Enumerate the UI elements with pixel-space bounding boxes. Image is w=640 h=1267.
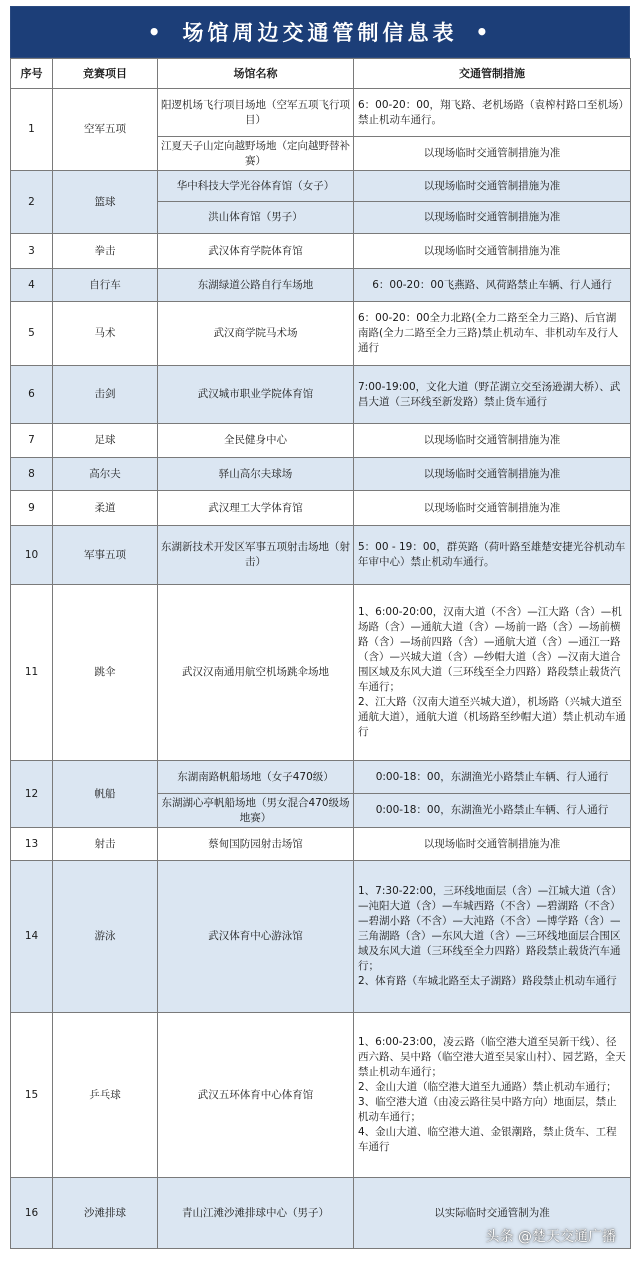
row-number: 13 xyxy=(11,828,53,861)
control-measure: 1、7:30-22:00，三环线地面层（含）—江城大道（含）—沌阳大道（含）—车城西路（不含）—碧湖路（不含）—碧湖小路（不含）—大沌路（不含）—博学路（含）—三角湖路（含）—东风大道（含）—三环线地面层合围区域及东风大道（三环线至全力四路）路段禁止载货汽车通行； 2、体育路（车城北路至太子湖路）路段禁止机动车通行 xyxy=(354,861,631,1013)
header-row xyxy=(11,59,631,89)
table-row xyxy=(11,585,631,761)
table-row xyxy=(11,861,631,1013)
row-number: 4 xyxy=(11,269,53,302)
control-measure: 0:00-18：00，东湖渔光小路禁止车辆、行人通行 xyxy=(354,761,631,794)
table-row xyxy=(11,491,631,526)
table-row xyxy=(11,234,631,269)
row-number: 11 xyxy=(11,585,53,761)
table-row xyxy=(11,526,631,585)
sport-name: 柔道 xyxy=(53,491,158,526)
control-measure: 6：00-20：00飞燕路、风荷路禁止车辆、行人通行 xyxy=(354,269,631,302)
table-row xyxy=(11,269,631,302)
venue-name: 武汉理工大学体育馆 xyxy=(158,491,354,526)
sport-name: 拳击 xyxy=(53,234,158,269)
table-row xyxy=(11,828,631,861)
venue-name: 全民健身中心 xyxy=(158,424,354,458)
venue-name: 东湖湖心亭帆船场地（男女混合470级场地赛） xyxy=(158,794,354,828)
traffic-control-sheet xyxy=(10,6,630,1254)
table-row xyxy=(11,458,631,491)
sport-name: 自行车 xyxy=(53,269,158,302)
row-number: 12 xyxy=(11,761,53,828)
venue-name: 武汉汉南通用航空机场跳伞场地 xyxy=(158,585,354,761)
table-row xyxy=(11,424,631,458)
venue-name: 武汉商学院马术场 xyxy=(158,302,354,366)
control-measure: 以现场临时交通管制措施为准 xyxy=(354,424,631,458)
table-row xyxy=(11,1013,631,1178)
sport-name: 篮球 xyxy=(53,171,158,234)
venue-name: 武汉城市职业学院体育馆 xyxy=(158,366,354,424)
table-row xyxy=(11,761,631,794)
sport-name: 击剑 xyxy=(53,366,158,424)
row-number: 7 xyxy=(11,424,53,458)
control-measure: 以现场临时交通管制措施为准 xyxy=(354,171,631,202)
row-number: 5 xyxy=(11,302,53,366)
control-measure: 5：00 - 19：00，群英路（荷叶路至雄楚安捷光谷机动车年审中心）禁止机动车通行。 xyxy=(354,526,631,585)
sport-name: 帆船 xyxy=(53,761,158,828)
row-number: 16 xyxy=(11,1178,53,1249)
header-sport: 竞赛项目 xyxy=(53,59,158,89)
row-number: 9 xyxy=(11,491,53,526)
table-row xyxy=(11,302,631,366)
page-title: 场馆周边交通管制信息表 xyxy=(182,21,458,45)
venue-name: 东湖南路帆船场地（女子470级） xyxy=(158,761,354,794)
venue-name: 阳逻机场飞行项目场地（空军五项飞行项目） xyxy=(158,89,354,137)
title-banner xyxy=(10,6,630,58)
control-measure: 以现场临时交通管制措施为准 xyxy=(354,234,631,269)
row-number: 10 xyxy=(11,526,53,585)
watermark: 头条 @楚天交通广播 xyxy=(485,1229,616,1245)
sport-name: 高尔夫 xyxy=(53,458,158,491)
venue-name: 青山江滩沙滩排球中心（男子） xyxy=(158,1178,354,1249)
control-measure: 以现场临时交通管制措施为准 xyxy=(354,828,631,861)
control-measure: 7:00-19:00，文化大道（野芷湖立交至汤逊湖大桥）、武昌大道（三环线至新发路）禁止货车通行 xyxy=(354,366,631,424)
table-row xyxy=(11,89,631,137)
venue-name: 华中科技大学光谷体育馆（女子） xyxy=(158,171,354,202)
header-no: 序号 xyxy=(11,59,53,89)
venue-name: 东湖新技术开发区军事五项射击场地（射击） xyxy=(158,526,354,585)
table-body xyxy=(11,89,631,1249)
sport-name: 军事五项 xyxy=(53,526,158,585)
row-number: 6 xyxy=(11,366,53,424)
sport-name: 乒乓球 xyxy=(53,1013,158,1178)
venue-name: 洪山体育馆（男子） xyxy=(158,202,354,234)
sport-name: 射击 xyxy=(53,828,158,861)
control-measure: 以现场临时交通管制措施为准 xyxy=(354,202,631,234)
control-measure: 0:00-18：00，东湖渔光小路禁止车辆、行人通行 xyxy=(354,794,631,828)
sport-name: 游泳 xyxy=(53,861,158,1013)
row-number: 2 xyxy=(11,171,53,234)
control-measure: 以现场临时交通管制措施为准 xyxy=(354,491,631,526)
sport-name: 沙滩排球 xyxy=(53,1178,158,1249)
sport-name: 马术 xyxy=(53,302,158,366)
control-measure: 6：00-20：00，翔飞路、老机场路（袁榨村路口至机场）禁止机动车通行。 xyxy=(354,89,631,137)
table-row xyxy=(11,171,631,202)
venue-name: 武汉体育学院体育馆 xyxy=(158,234,354,269)
venue-name: 东湖绿道公路自行车场地 xyxy=(158,269,354,302)
control-measure: 以现场临时交通管制措施为准 xyxy=(354,458,631,491)
row-number: 3 xyxy=(11,234,53,269)
venue-name: 武汉体育中心游泳馆 xyxy=(158,861,354,1013)
bullet-icon: • xyxy=(147,20,165,44)
sport-name: 足球 xyxy=(53,424,158,458)
venue-name: 驿山高尔夫球场 xyxy=(158,458,354,491)
header-venue: 场馆名称 xyxy=(158,59,354,89)
table-row xyxy=(11,366,631,424)
row-number: 1 xyxy=(11,89,53,171)
venue-name: 武汉五环体育中心体育馆 xyxy=(158,1013,354,1178)
row-number: 14 xyxy=(11,861,53,1013)
row-number: 8 xyxy=(11,458,53,491)
control-measure: 以现场临时交通管制措施为准 xyxy=(354,137,631,171)
venue-name: 蔡甸国防园射击场馆 xyxy=(158,828,354,861)
control-measure: 1、6:00-23:00，凌云路（临空港大道至吴新干线）、径西六路、吴中路（临空港大道至吴家山村）、园艺路，全天禁止机动车通行； 2、金山大道（临空港大道至九通路）禁止机动车通行； 3、临空港大道（由凌云路往吴中路方向）地面层，禁止机动车通行； 4、金山大道、临空港大道、金银潮路，禁止货车、工程车通行 xyxy=(354,1013,631,1178)
control-measure: 6：00-20：00全力北路(全力二路至全力三路)、后官湖南路(全力二路至全力三路)禁止机动车、非机动车及行人通行 xyxy=(354,302,631,366)
row-number: 15 xyxy=(11,1013,53,1178)
header-measure: 交通管制措施 xyxy=(354,59,631,89)
sport-name: 空军五项 xyxy=(53,89,158,171)
control-measure: 1、6:00-20:00，汉南大道（不含）—江大路（含）—机场路（含）—通航大道（含）—场前一路（含）—场前横路（含）—场前四路（含）—通航大道（含）—通江一路（含）—兴城大道（含）—纱帽大道（含）—汉南大道合围区域及东风大道（三环线至全力四路）路段禁止载货汽车通行； 2、江大路（汉南大道至兴城大道），机场路（兴城大道至通航大道），通航大道（机场路至纱帽大道）禁止机动车通行 xyxy=(354,585,631,761)
sport-name: 跳伞 xyxy=(53,585,158,761)
control-measure: 以实际临时交通管制为准 xyxy=(354,1178,631,1249)
traffic-table xyxy=(10,58,631,1249)
bullet-icon: • xyxy=(475,20,493,44)
venue-name: 江夏天子山定向越野场地（定向越野替补赛） xyxy=(158,137,354,171)
